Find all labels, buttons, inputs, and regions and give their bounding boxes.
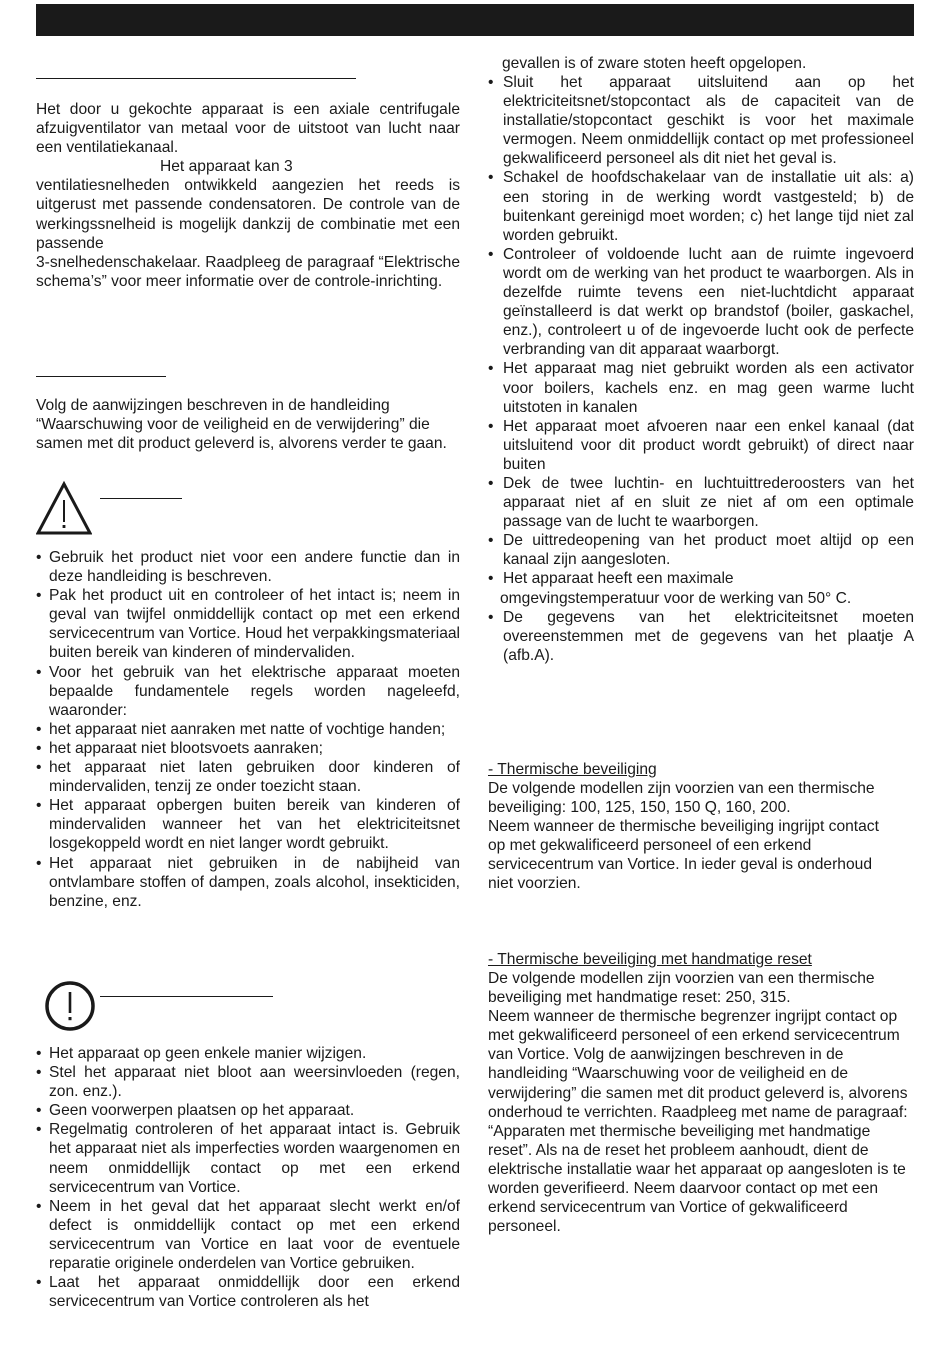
- caution-exclamation-icon: [44, 980, 96, 1032]
- list-item: • Schakel de hoofdschakelaar van de installatie uit als: a) een storing in de werking wordt vastgesteld; b) de buitenkant gereinigd moet worden; c) het lange tijd niet zal worden gebruikt.: [488, 168, 914, 244]
- list-item: • Het apparaat moet afvoeren naar een enkel kanaal (dat uitsluitend voor dit product wordt gebruikt) of direct naar buiten: [488, 417, 914, 474]
- list-item: • Het apparaat heeft een maximale omgevingstemperatuur voor de werking van 50° C.: [488, 569, 914, 607]
- list-item: • Het apparaat opbergen buiten bereik van kinderen of mindervaliden wanneer het van het elektriciteitsnet losgekoppeld wordt en niet langer wordt gebruikt.: [36, 796, 460, 853]
- list-item: • Stel het apparaat niet bloot aan weersinvloeden (regen, zon. enz.).: [36, 1063, 460, 1101]
- list-item: • Voor het gebruik van het elektrische apparaat moeten bepaalde fundamentele regels worden nageleefd, waaronder:: [36, 663, 460, 720]
- caution-list: [36, 1044, 460, 1311]
- intro-paragraph: Het door u gekochte apparaat is een axiale centrifugale afzuigventilator van metaal voor de uitstoot van lucht naar een ventilatiekanaal. Het apparaat kan 3 ventilatiesnelheden ontwikkeld aangezien het reeds is uitgerust met passende condensatoren. De controle van de werkingssnelheid is mogelijk dankzij de combinatie met een passende 3-snelhedenschakelaar. Raadpleeg de paragraaf “Elektrische schema’s” voor meer informatie over de controle-inrichting.: [36, 101, 460, 290]
- list-item: • Neem in het geval dat het apparaat slecht werkt en/of defect is onmiddellijk contact op met een erkend servicecentrum van Vortice en laat voor de eventuele reparatie originele onderdelen van Vortice gebruiken.: [36, 1197, 460, 1273]
- list-item: • Sluit het apparaat uitsluitend aan op het elektriciteitsnet/stopcontact als de capaciteit van de installatie/stopcontact geschikt is voor het maximale vermogen. Neem onmiddellijk contact op met professioneel gekwalificeerd personeel als dit niet het geval is.: [488, 73, 914, 168]
- heading-rule-safety: [36, 376, 166, 377]
- heading-rule-warning: [100, 498, 182, 499]
- list-item: • Pak het product uit en controleer of het intact is; neem in geval van twijfel onmiddellijk contact op met een erkend servicecentrum van Vortice. Houd het verpakkingsmateriaal buiten bereik van kinderen of mindervaliden.: [36, 586, 460, 662]
- thermal-protection-text: De volgende modellen zijn voorzien van een thermische beveiliging: 100, 125, 150, 150 Q, 160, 200. Neem wanneer de thermische beveiliging ingrijpt contact op met gekwalificeerd personeel of een erkend servicecentrum van Vortice. In ieder geval is onderhoud niet voorzien.: [488, 780, 879, 893]
- list-item: • het apparaat niet blootsvoets aanraken;: [36, 739, 460, 758]
- continued-text: gevallen is of zware stoten heeft opgelopen.: [502, 55, 807, 72]
- list-item: • het apparaat niet aanraken met natte of vochtige handen;: [36, 720, 460, 739]
- list-item: • het apparaat niet laten gebruiken door kinderen of mindervaliden, tenzij ze onder toezicht staan.: [36, 758, 460, 796]
- list-item: • Gebruik het product niet voor een andere functie dan in deze handleiding is beschreven.: [36, 548, 460, 586]
- thermal-protection-heading: - Thermische beveiliging: [488, 761, 657, 778]
- heading-rule-caution: [100, 996, 273, 997]
- list-item: • Het apparaat op geen enkele manier wijzigen.: [36, 1044, 460, 1063]
- list-item: • Regelmatig controleren of het apparaat intact is. Gebruik het apparaat niet als imperfecties worden waargenomen en neem onmiddellijk contact op met een erkend servicecentrum van Vortice.: [36, 1120, 460, 1196]
- list-item: • De gegevens van het elektriciteitsnet moeten overeenstemmen met de gegevens van het plaatje A (afb.A).: [488, 608, 914, 665]
- list-item: • De uittredeopening van het product moet altijd op een kanaal zijn aangesloten.: [488, 531, 914, 569]
- header-bar: [36, 4, 914, 36]
- warning-list: [36, 548, 460, 911]
- heading-rule-description: [36, 78, 356, 79]
- list-item: • Het apparaat mag niet gebruikt worden als een activator voor boilers, kachels enz. en mag geen warme lucht uitstoten in kanalen: [488, 359, 914, 416]
- list-item: • Laat het apparaat onmiddellijk door een erkend servicecentrum van Vortice controleren als het: [36, 1273, 460, 1311]
- caution-list-continued: [488, 73, 914, 665]
- list-item: • Controleer of voldoende lucht aan de ruimte ingevoerd wordt om de werking van het product te waarborgen. Als in dezelfde ruimte tevens een niet-luchtdicht apparaat geïnstalleerd is dat werkt op brandstof (boiler, gaskachel, enz.), controleert u of de ingevoerde lucht ook de perfecte verbranding van dit apparaat waarborgt.: [488, 245, 914, 360]
- list-item: • Het apparaat niet gebruiken in de nabijheid van ontvlambare stoffen of dampen, zoals alcohol, insekticiden, benzine, enz.: [36, 854, 460, 911]
- list-item: • Geen voorwerpen plaatsen op het apparaat.: [36, 1101, 460, 1120]
- thermal-reset-heading: - Thermische beveiliging met handmatige reset: [488, 951, 812, 968]
- thermal-reset-text: De volgende modellen zijn voorzien van een thermische beveiliging met handmatige reset: 250, 315. Neem wanneer de thermische begrenzer ingrijpt contact op met gekwalificeerd personeel of een erkend servicecentrum van Vortice. Volg de aanwijzingen beschreven in de handleiding “Waarschuwing voor de veiligheid en de verwijdering” die samen met dit product geleverd is, alvorens onderhoud te verrichten. Raadpleeg met name de paragraaf: “Apparaten met thermische beveiliging met handmatige reset”. Als na de reset het probleem aanhoudt, dient de elektrische installatie waar het apparaat op aangesloten is te worden geverifieerd. Neem daarvoor contact op met een erkend servicecentrum van Vortice of gekwalificeerd personeel.: [488, 970, 908, 1236]
- safety-intro: Volg de aanwijzingen beschreven in de handleiding “Waarschuwing voor de veiligheid en de verwijdering” die samen met dit product geleverd is, alvorens verder te gaan.: [36, 397, 447, 453]
- warning-triangle-icon: [36, 480, 92, 536]
- list-item: • Dek de twee luchtin- en luchtuittrederoosters van het apparaat niet af en sluit ze niet af om een optimale passage van de lucht te waarborgen.: [488, 474, 914, 531]
